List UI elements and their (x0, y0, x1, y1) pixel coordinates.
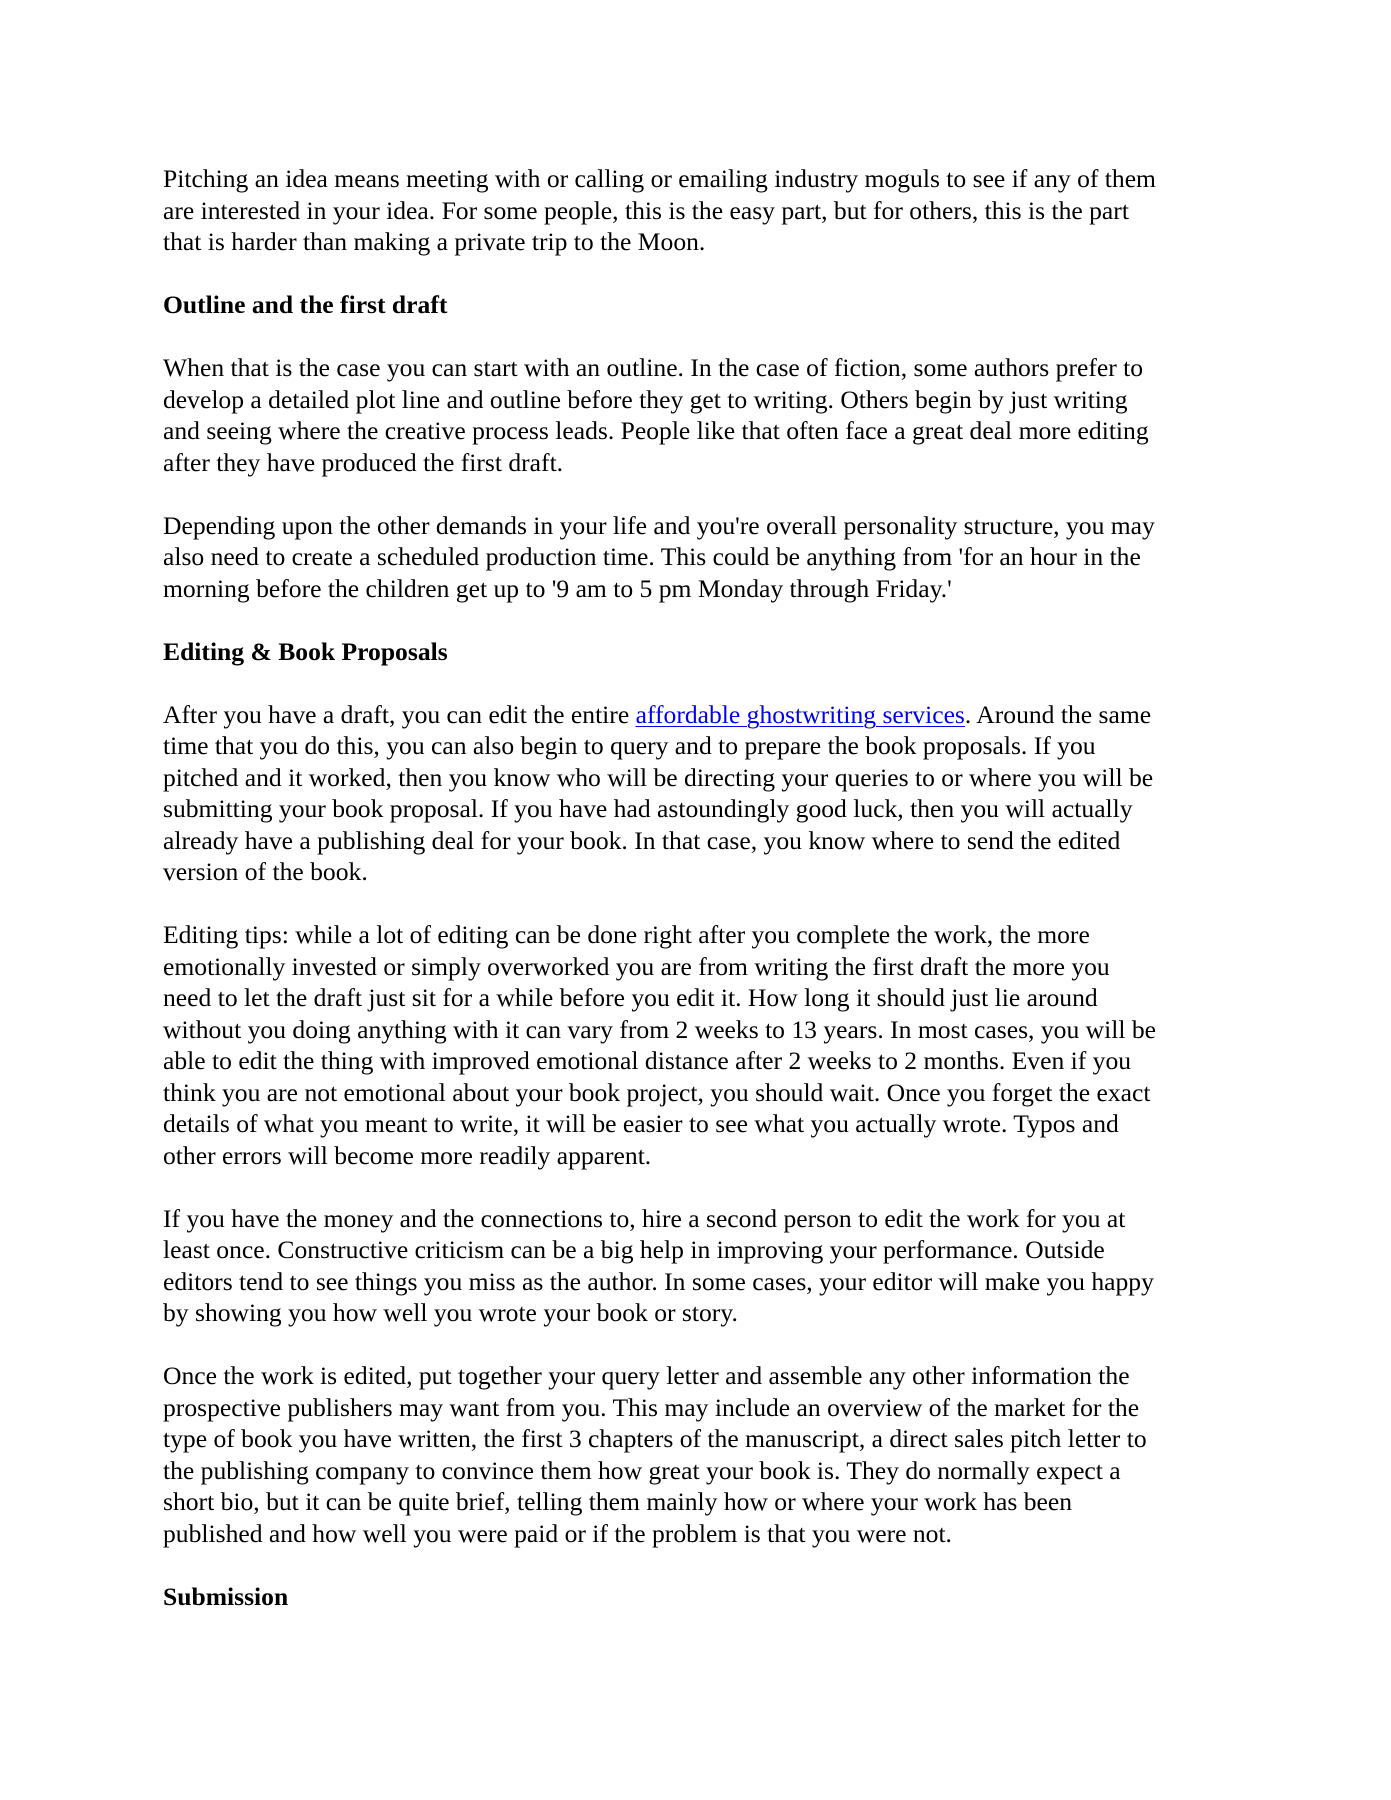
text-line: other errors will become more readily apparent. (163, 1140, 652, 1170)
text-line: Pitching an idea means meeting with or calling or emailing industry moguls to see if any of them (163, 164, 1156, 193)
text-line: are interested in your idea. For some people, this is the easy part, but for others, this is the part (163, 195, 1129, 225)
paragraph-outline (163, 352, 1263, 478)
text-line: think you are not emotional about your book project, you should wait. Once you forget the exact (163, 1077, 1151, 1107)
text-line (163, 699, 1263, 731)
text-line: emotionally invested or simply overworked you are from writing the first draft the more you (163, 951, 1110, 981)
text-line: editors tend to see things you miss as the author. In some cases, your editor will make you happy (163, 1266, 1154, 1296)
text-line: type of book you have written, the first 3 chapters of the manuscript, a direct sales pitch letter to (163, 1424, 1147, 1453)
text-line: the publishing company to convince them how great your book is. They do normally expect a (163, 1455, 1121, 1485)
text-line: also need to create a scheduled production time. This could be anything from 'for an hour in the (163, 542, 1141, 571)
text-line: Depending upon the other demands in your life and you're overall personality structure, you may (163, 510, 1155, 540)
document-page (163, 163, 1263, 1644)
text-line: published and how well you were paid or if the problem is that you were not. (163, 1518, 952, 1548)
text-line: by showing you how well you wrote your book or story. (163, 1298, 738, 1327)
text-line: Once the work is edited, put together your query letter and assemble any other information the (163, 1361, 1130, 1390)
text-line: prospective publishers may want from you. This may include an overview of the market for the (163, 1392, 1140, 1422)
text-line: least once. Constructive criticism can be a big help in improving your performance. Outside (163, 1235, 1105, 1264)
paragraph-editing-tips (163, 919, 1263, 1171)
paragraph-scheduling (163, 510, 1263, 605)
text-line: pitched and it worked, then you know who will be directing your queries to or where you will be (163, 762, 1154, 792)
text-line: after they have produced the first draft. (163, 447, 564, 477)
heading-editing-book-proposals: Editing & Book Proposals (163, 636, 448, 666)
text-line: already have a publishing deal for your book. In that case, you know where to send the edited (163, 825, 1121, 855)
text-line: If you have the money and the connections to, hire a second person to edit the work for you at (163, 1203, 1126, 1233)
text-line: Editing tips: while a lot of editing can be done right after you complete the work, the more (163, 920, 1090, 949)
text-line: that is harder than making a private trip to the Moon. (163, 227, 706, 256)
text-line: need to let the draft just sit for a while before you edit it. How long it should just lie around (163, 983, 1098, 1012)
text-segment: After you have a draft, you can edit the entire (163, 699, 636, 729)
paragraph-query-letter (163, 1360, 1263, 1549)
paragraph-hire-editor (163, 1203, 1263, 1329)
text-line: able to edit the thing with improved emotional distance after 2 weeks to 2 months. Even if you (163, 1046, 1132, 1075)
heading-outline-first-draft: Outline and the first draft (163, 290, 448, 319)
heading-submission: Submission (163, 1581, 289, 1611)
text-line: without you doing anything with it can vary from 2 weeks to 13 years. In most cases, you will be (163, 1014, 1157, 1044)
text-line: When that is the case you can start with an outline. In the case of fiction, some authors prefer to (163, 353, 1144, 382)
text-line: and seeing where the creative process leads. People like that often face a great deal more editing (163, 416, 1149, 445)
text-segment: . Around the same (964, 699, 1152, 729)
text-line: morning before the children get up to '9 am to 5 pm Monday through Friday.' (163, 573, 952, 603)
text-line: short bio, but it can be quite brief, telling them mainly how or where your work has been (163, 1487, 1073, 1516)
text-line: details of what you meant to write, it will be easier to see what you actually wrote. Typos and (163, 1109, 1119, 1138)
text-line: submitting your book proposal. If you have had astoundingly good luck, then you will actually (163, 794, 1133, 823)
paragraph-pitching (163, 163, 1263, 258)
ghostwriting-services-link[interactable]: affordable ghostwriting services (635, 699, 965, 729)
text-line: develop a detailed plot line and outline before they get to writing. Others begin by just writing (163, 384, 1128, 414)
paragraph-after-draft (163, 699, 1263, 888)
text-line: version of the book. (163, 857, 368, 886)
text-line: time that you do this, you can also begin to query and to prepare the book proposals. If you (163, 731, 1096, 760)
